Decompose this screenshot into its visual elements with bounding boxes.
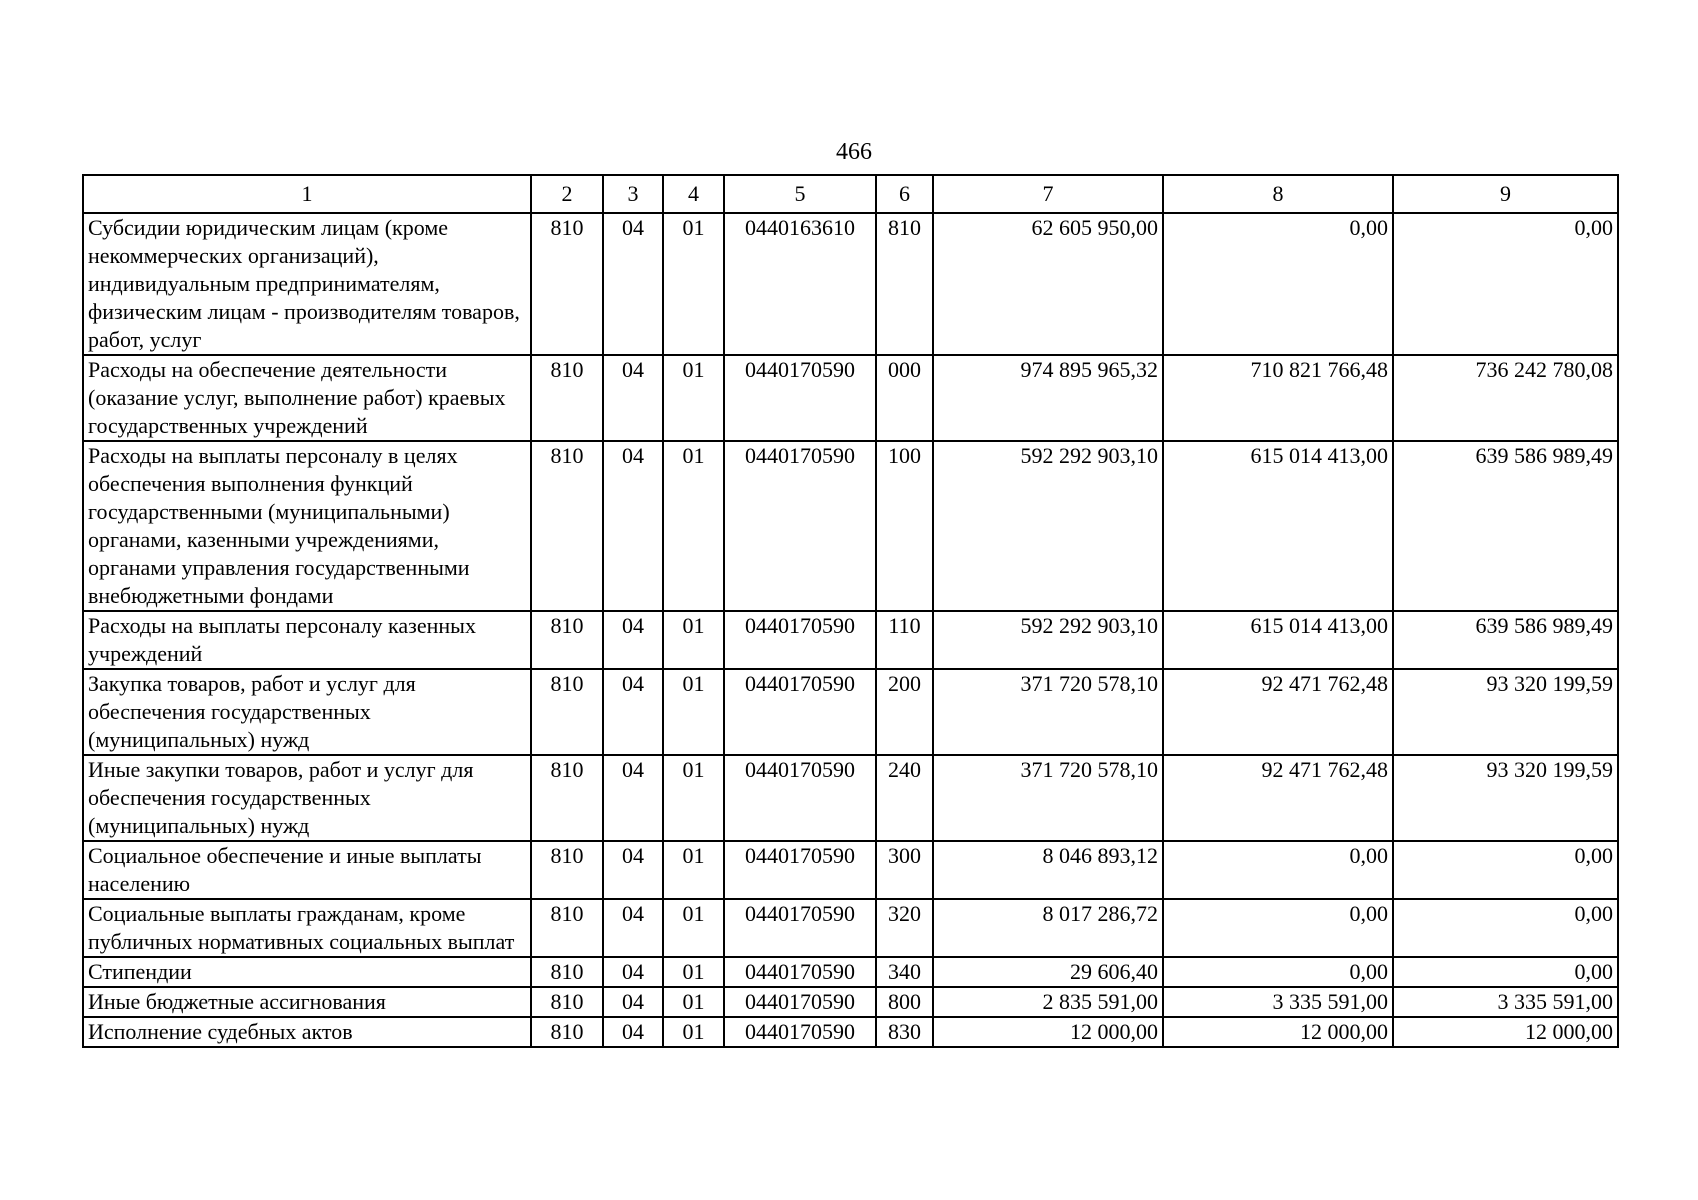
amount-col-9: 0,00	[1393, 213, 1618, 355]
amount-col-9: 639 586 989,49	[1393, 611, 1618, 669]
amount-col-7: 592 292 903,10	[933, 441, 1163, 611]
table-row	[83, 987, 1618, 1017]
ministry-code: 810	[531, 899, 603, 957]
subsection-code: 01	[663, 1017, 724, 1047]
ministry-code: 810	[531, 755, 603, 841]
amount-col-7: 62 605 950,00	[933, 213, 1163, 355]
section-code: 04	[603, 611, 663, 669]
subsection-code: 01	[663, 987, 724, 1017]
amount-col-7: 29 606,40	[933, 957, 1163, 987]
table-body	[83, 213, 1618, 1047]
table-row	[83, 841, 1618, 899]
subsection-code: 01	[663, 755, 724, 841]
amount-col-7: 592 292 903,10	[933, 611, 1163, 669]
amount-col-8: 615 014 413,00	[1163, 611, 1393, 669]
amount-col-8: 3 335 591,00	[1163, 987, 1393, 1017]
expense-type-code: 300	[876, 841, 933, 899]
target-article-code: 0440170590	[724, 611, 876, 669]
expense-type-code: 000	[876, 355, 933, 441]
amount-col-8: 0,00	[1163, 841, 1393, 899]
table-row	[83, 355, 1618, 441]
amount-col-7: 371 720 578,10	[933, 755, 1163, 841]
amount-col-9: 93 320 199,59	[1393, 755, 1618, 841]
expense-type-code: 830	[876, 1017, 933, 1047]
item-name: Стипендии	[83, 957, 531, 987]
amount-col-7: 2 835 591,00	[933, 987, 1163, 1017]
table-row	[83, 755, 1618, 841]
item-name: Исполнение судебных актов	[83, 1017, 531, 1047]
subsection-code: 01	[663, 611, 724, 669]
ministry-code: 810	[531, 841, 603, 899]
amount-col-9: 0,00	[1393, 957, 1618, 987]
amount-col-9: 3 335 591,00	[1393, 987, 1618, 1017]
section-code: 04	[603, 755, 663, 841]
amount-col-7: 8 017 286,72	[933, 899, 1163, 957]
section-code: 04	[603, 987, 663, 1017]
subsection-code: 01	[663, 213, 724, 355]
target-article-code: 0440170590	[724, 355, 876, 441]
amount-col-9: 12 000,00	[1393, 1017, 1618, 1047]
amount-col-8: 92 471 762,48	[1163, 669, 1393, 755]
amount-col-8: 12 000,00	[1163, 1017, 1393, 1047]
expense-type-code: 320	[876, 899, 933, 957]
target-article-code: 0440170590	[724, 841, 876, 899]
amount-col-8: 0,00	[1163, 957, 1393, 987]
expense-type-code: 810	[876, 213, 933, 355]
table-row	[83, 669, 1618, 755]
item-name: Закупка товаров, работ и услуг для обеспечения государственных (муниципальных) нужд	[83, 669, 531, 755]
expense-type-code: 340	[876, 957, 933, 987]
column-header: 5	[724, 175, 876, 213]
column-header: 1	[83, 175, 531, 213]
section-code: 04	[603, 841, 663, 899]
ministry-code: 810	[531, 987, 603, 1017]
subsection-code: 01	[663, 841, 724, 899]
amount-col-7: 371 720 578,10	[933, 669, 1163, 755]
expense-type-code: 240	[876, 755, 933, 841]
amount-col-9: 639 586 989,49	[1393, 441, 1618, 611]
item-name: Расходы на обеспечение деятельности (оказание услуг, выполнение работ) краевых государственных учреждений	[83, 355, 531, 441]
target-article-code: 0440170590	[724, 899, 876, 957]
expense-type-code: 100	[876, 441, 933, 611]
section-code: 04	[603, 957, 663, 987]
expense-type-code: 200	[876, 669, 933, 755]
target-article-code: 0440170590	[724, 669, 876, 755]
target-article-code: 0440170590	[724, 755, 876, 841]
table-row	[83, 611, 1618, 669]
budget-table	[82, 174, 1619, 1048]
column-header: 9	[1393, 175, 1618, 213]
target-article-code: 0440163610	[724, 213, 876, 355]
ministry-code: 810	[531, 355, 603, 441]
target-article-code: 0440170590	[724, 957, 876, 987]
ministry-code: 810	[531, 669, 603, 755]
section-code: 04	[603, 355, 663, 441]
ministry-code: 810	[531, 1017, 603, 1047]
ministry-code: 810	[531, 957, 603, 987]
item-name: Иные бюджетные ассигнования	[83, 987, 531, 1017]
section-code: 04	[603, 213, 663, 355]
expense-type-code: 110	[876, 611, 933, 669]
subsection-code: 01	[663, 899, 724, 957]
target-article-code: 0440170590	[724, 987, 876, 1017]
amount-col-7: 8 046 893,12	[933, 841, 1163, 899]
amount-col-9: 736 242 780,08	[1393, 355, 1618, 441]
amount-col-8: 92 471 762,48	[1163, 755, 1393, 841]
item-name: Социальное обеспечение и иные выплаты населению	[83, 841, 531, 899]
item-name: Субсидии юридическим лицам (кроме некоммерческих организаций), индивидуальным предпринимателям, физическим лицам - производителям товаров, работ, услуг	[83, 213, 531, 355]
expense-type-code: 800	[876, 987, 933, 1017]
subsection-code: 01	[663, 669, 724, 755]
table-header-row	[83, 175, 1618, 213]
amount-col-9: 0,00	[1393, 841, 1618, 899]
amount-col-9: 0,00	[1393, 899, 1618, 957]
table-row	[83, 899, 1618, 957]
subsection-code: 01	[663, 441, 724, 611]
amount-col-9: 93 320 199,59	[1393, 669, 1618, 755]
table-row	[83, 957, 1618, 987]
amount-col-8: 615 014 413,00	[1163, 441, 1393, 611]
target-article-code: 0440170590	[724, 1017, 876, 1047]
amount-col-8: 710 821 766,48	[1163, 355, 1393, 441]
item-name: Социальные выплаты гражданам, кроме публичных нормативных социальных выплат	[83, 899, 531, 957]
column-header: 3	[603, 175, 663, 213]
item-name: Иные закупки товаров, работ и услуг для обеспечения государственных (муниципальных) нужд	[83, 755, 531, 841]
amount-col-8: 0,00	[1163, 899, 1393, 957]
ministry-code: 810	[531, 213, 603, 355]
item-name: Расходы на выплаты персоналу казенных учреждений	[83, 611, 531, 669]
subsection-code: 01	[663, 355, 724, 441]
column-header: 4	[663, 175, 724, 213]
subsection-code: 01	[663, 957, 724, 987]
section-code: 04	[603, 669, 663, 755]
table-row	[83, 213, 1618, 355]
column-header: 6	[876, 175, 933, 213]
target-article-code: 0440170590	[724, 441, 876, 611]
table-row	[83, 1017, 1618, 1047]
column-header: 8	[1163, 175, 1393, 213]
amount-col-8: 0,00	[1163, 213, 1393, 355]
section-code: 04	[603, 441, 663, 611]
section-code: 04	[603, 1017, 663, 1047]
amount-col-7: 974 895 965,32	[933, 355, 1163, 441]
item-name: Расходы на выплаты персоналу в целях обеспечения выполнения функций государственными (муниципальными) органами, казенными учреждениями, органами управления государственными внебюджетными фондами	[83, 441, 531, 611]
amount-col-7: 12 000,00	[933, 1017, 1163, 1047]
section-code: 04	[603, 899, 663, 957]
column-header: 2	[531, 175, 603, 213]
ministry-code: 810	[531, 441, 603, 611]
column-header: 7	[933, 175, 1163, 213]
table-row	[83, 441, 1618, 611]
page-number: 466	[836, 139, 872, 165]
ministry-code: 810	[531, 611, 603, 669]
